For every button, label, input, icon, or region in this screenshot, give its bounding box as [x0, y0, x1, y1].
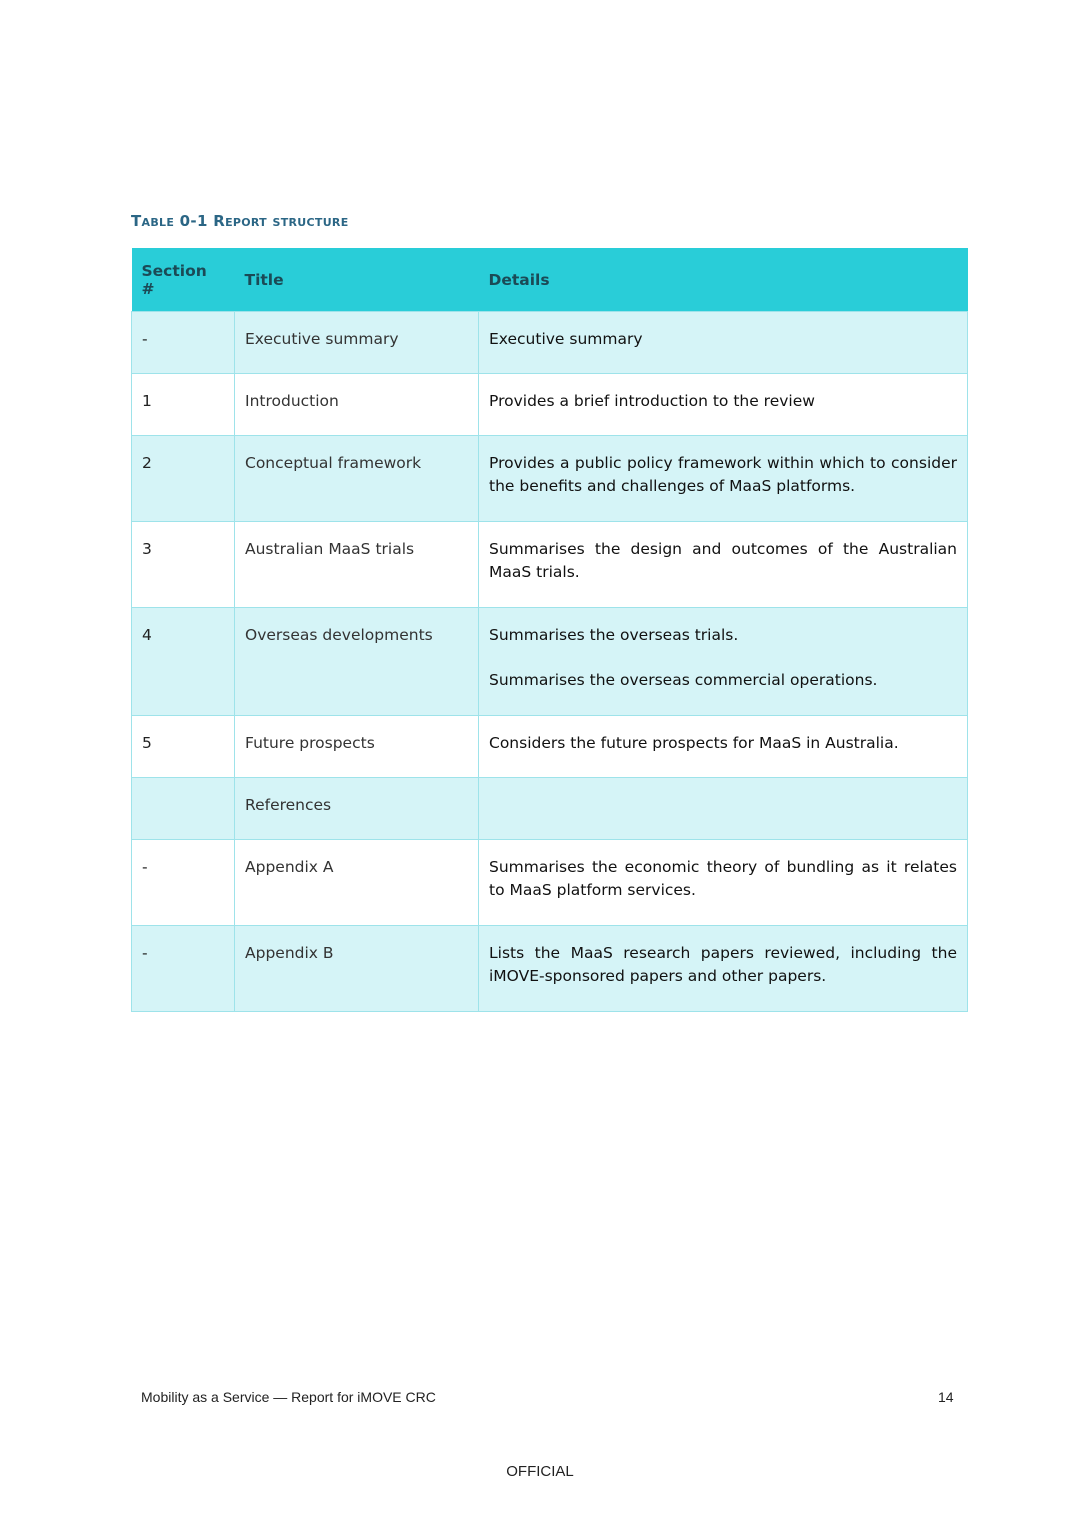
cell-title: References — [235, 778, 479, 840]
cell-details — [479, 840, 968, 926]
cell-section: 2 — [132, 436, 235, 522]
cell-title: Overseas developments — [235, 608, 479, 716]
page-number: 14 — [938, 1389, 954, 1405]
header-section: Section # — [132, 248, 235, 312]
details-paragraph: Considers the future prospects for MaaS in Australia. — [489, 734, 899, 752]
details-paragraph: Lists the MaaS research papers reviewed, including the iMOVE-sponsored papers and other papers. — [489, 944, 957, 985]
table-row — [132, 716, 968, 778]
cell-details — [479, 312, 968, 374]
table-row — [132, 374, 968, 436]
cell-title: Appendix A — [235, 840, 479, 926]
cell-title: Conceptual framework — [235, 436, 479, 522]
table-row — [132, 312, 968, 374]
cell-title: Future prospects — [235, 716, 479, 778]
cell-title: Australian MaaS trials — [235, 522, 479, 608]
table-row — [132, 436, 968, 522]
table-row — [132, 608, 968, 716]
cell-title: Appendix B — [235, 926, 479, 1012]
cell-section: 5 — [132, 716, 235, 778]
details-paragraph: Summarises the design and outcomes of the Australian MaaS trials. — [489, 540, 957, 581]
table-row — [132, 926, 968, 1012]
report-structure-table — [131, 248, 968, 1012]
cell-section: - — [132, 840, 235, 926]
table-caption — [131, 212, 349, 230]
cell-details — [479, 716, 968, 778]
cell-section — [132, 778, 235, 840]
cell-section: 4 — [132, 608, 235, 716]
header-title: Title — [235, 248, 479, 312]
cell-details — [479, 374, 968, 436]
table-row — [132, 522, 968, 608]
cell-details — [479, 522, 968, 608]
table-header-row — [132, 248, 968, 312]
cell-title: Introduction — [235, 374, 479, 436]
caption-prefix: Table 0-1 — [131, 212, 208, 230]
details-paragraph: Provides a brief introduction to the review — [489, 392, 815, 410]
cell-details — [479, 778, 968, 840]
cell-section: - — [132, 312, 235, 374]
cell-details — [479, 436, 968, 522]
cell-title: Executive summary — [235, 312, 479, 374]
cell-section: 1 — [132, 374, 235, 436]
cell-details — [479, 926, 968, 1012]
details-paragraph: Summarises the economic theory of bundling as it relates to MaaS platform services. — [489, 858, 957, 899]
cell-section: 3 — [132, 522, 235, 608]
details-paragraph: Executive summary — [489, 330, 643, 348]
details-paragraph: Provides a public policy framework within which to consider the benefits and challenges of MaaS platforms. — [489, 454, 957, 495]
caption-title: Report structure — [213, 212, 349, 230]
details-paragraph: Summarises the overseas trials. — [489, 626, 739, 644]
table-row — [132, 840, 968, 926]
header-details: Details — [479, 248, 968, 312]
table-row — [132, 778, 968, 840]
classification-label: OFFICIAL — [506, 1463, 574, 1480]
cell-section: - — [132, 926, 235, 1012]
details-paragraph: Summarises the overseas commercial operations. — [489, 671, 878, 689]
footer-report-title: Mobility as a Service — Report for iMOVE CRC — [141, 1389, 436, 1405]
cell-details — [479, 608, 968, 716]
